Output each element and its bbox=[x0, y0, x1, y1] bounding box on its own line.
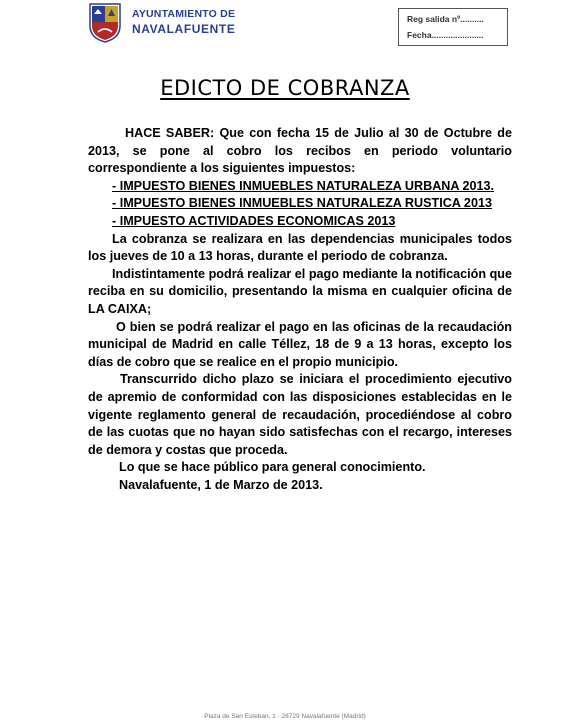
registration-stamp-box bbox=[398, 8, 508, 46]
title-text: EDICTO DE COBRANZA bbox=[160, 76, 410, 100]
reg-salida-field: Reg salida nº.......... bbox=[407, 14, 484, 24]
tax-item-text: - IMPUESTO ACTIVIDADES ECONOMICAS 2013 bbox=[112, 213, 396, 228]
tax-item bbox=[88, 213, 512, 231]
tax-item-text: - IMPUESTO BIENES INMUEBLES NATURALEZA URBANA 2013. bbox=[112, 178, 495, 193]
footer-address: Plaza de San Esteban, 1 · 28729 Navalafuente (Madrid) bbox=[204, 713, 366, 720]
coat-of-arms-icon bbox=[88, 2, 122, 44]
tax-list bbox=[88, 178, 512, 231]
indistintamente-paragraph: Indistintamente podrá realizar el pago mediante la notificación que reciba en su domicilio, presentando la misma en cualquier oficina de LA CAIXA; bbox=[88, 266, 512, 316]
tax-item bbox=[88, 195, 512, 213]
edict-body bbox=[88, 125, 512, 494]
fecha-field: Fecha...................... bbox=[407, 30, 484, 40]
tax-item-text: - IMPUESTO BIENES INMUEBLES NATURALEZA RUSTICA 2013 bbox=[112, 196, 492, 211]
obien-paragraph: O bien se podrá realizar el pago en las oficinas de la recaudación municipal de Madrid en calle Téllez, 18 de 9 a 13 horas, excepto los días de cobro que se realice en el propio municipio. bbox=[88, 319, 512, 369]
ayuntamiento-label: AYUNTAMIENTO DE bbox=[132, 8, 236, 20]
date-place-line: Navalafuente, 1 de Marzo de 2013. bbox=[119, 477, 323, 492]
tax-item bbox=[88, 178, 512, 196]
transcurrido-paragraph: Transcurrido dicho plazo se iniciara el procedimiento ejecutivo de apremio de conformidad con las disposiciones establecidas en le vigente reglamento general de recaudación, procediéndose al cobro de las cuotas que no hayan sido satisfechas con el recargo, intereses de demora y costas que proceda. bbox=[88, 372, 512, 457]
intro-paragraph: HACE SABER: Que con fecha 15 de Julio al 30 de Octubre de 2013, se pone al cobro los recibos en periodo voluntario correspondiente a los siguientes impuestos: bbox=[88, 126, 512, 176]
page-title bbox=[0, 76, 570, 100]
cobranza-paragraph: La cobranza se realizara en las dependencias municipales todos los jueves de 10 a 13 horas, durante el periodo de cobranza. bbox=[88, 231, 512, 264]
publico-paragraph: Lo que se hace público para general conocimiento. bbox=[119, 460, 426, 475]
municipality-name: NAVALAFUENTE bbox=[132, 22, 236, 36]
